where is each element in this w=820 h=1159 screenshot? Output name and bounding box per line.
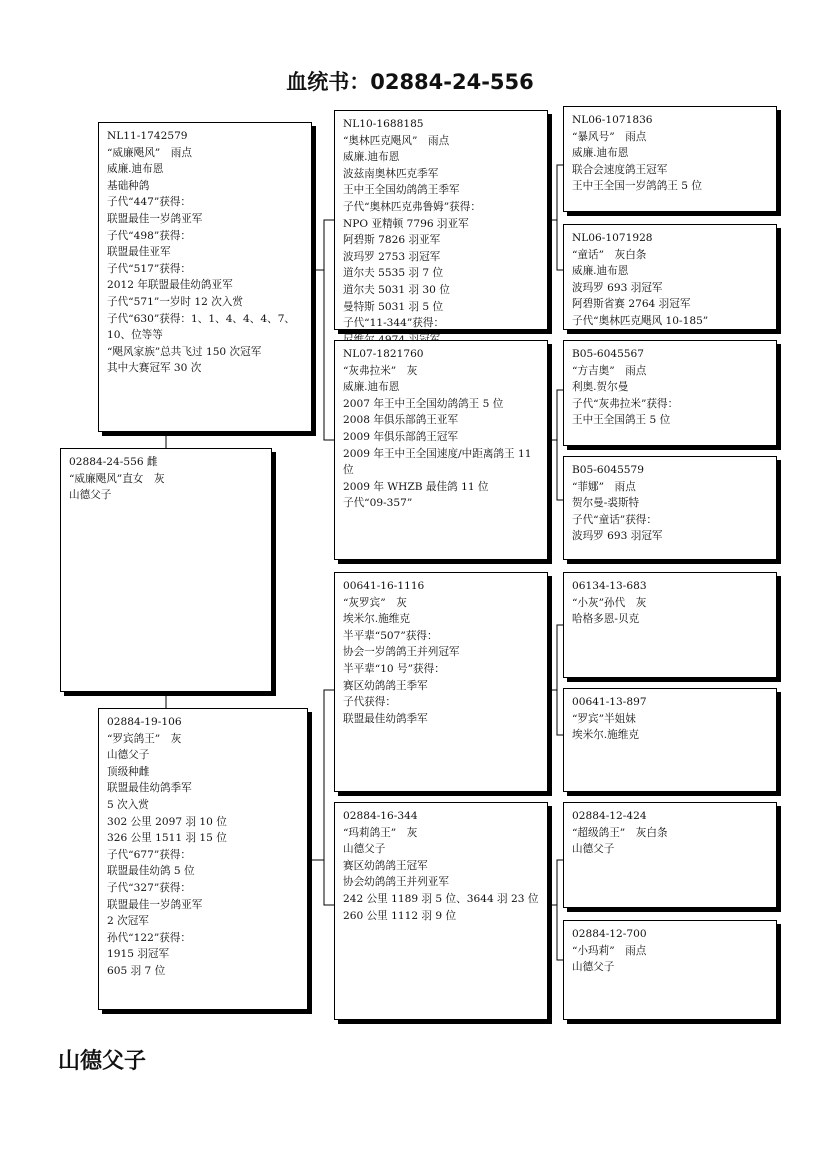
sire-line: 基础种鸽 bbox=[107, 179, 150, 192]
sire-line: 子代“571”一岁时 12 次入赏 bbox=[107, 295, 244, 308]
sire-sire-line: 波兹南奥林匹克季军 bbox=[343, 167, 439, 180]
dam-line: 子代“327”获得： bbox=[107, 881, 192, 894]
sire-line: “威廉飓风” 雨点 bbox=[107, 146, 192, 159]
dam-line: 山德父子 bbox=[107, 749, 150, 762]
sire-line: 子代“630”获得：1、1、4、4、4、7、10、位等等 bbox=[107, 312, 296, 342]
dam-dam-line: 242 公里 1189 羽 5 位、3644 羽 23 位 bbox=[343, 892, 539, 905]
ancestor-line: “罗宾”半姐妹 bbox=[572, 712, 636, 725]
sire-sire-line: 王中王全国幼鸽鸽王季军 bbox=[343, 184, 460, 197]
sire-sire-line: NPO 亚精顿 7796 羽亚军 bbox=[343, 217, 469, 230]
breeder-footer: 山德父子 bbox=[58, 1049, 147, 1074]
ancestor-line: 波玛罗 693 羽冠军 bbox=[572, 281, 663, 294]
ancestor-box-8 bbox=[563, 920, 777, 1020]
sire-line: 子代“447”获得： bbox=[107, 196, 192, 209]
sire-line: 联盟最佳亚军 bbox=[107, 246, 171, 259]
dam-line: 605 羽 7 位 bbox=[107, 964, 166, 977]
sire-sire-line: NL10-1688185 bbox=[343, 118, 424, 130]
dam-line: 联盟最佳幼鸽季军 bbox=[107, 782, 192, 795]
dam-line: 302 公里 2097 羽 10 位 bbox=[107, 815, 227, 828]
sire-sire-line: 曼特斯 5031 羽 5 位 bbox=[343, 300, 444, 313]
subject-line: “威廉飓风”直女 灰 bbox=[69, 472, 165, 485]
subject-line: 02884-24-556 雌 bbox=[69, 456, 158, 468]
ancestor-line: NL06-1071928 bbox=[572, 232, 653, 244]
sire-line: 联盟最佳一岁鸽亚军 bbox=[107, 212, 203, 225]
ancestor-line: 02884-12-700 bbox=[572, 928, 647, 940]
sire-box bbox=[98, 122, 312, 432]
ancestor-line: 山德父子 bbox=[572, 843, 615, 856]
dam-sire-line: “灰罗宾” 灰 bbox=[343, 596, 407, 609]
ancestor-line: 阿碧斯省赛 2764 羽冠军 bbox=[572, 298, 691, 311]
ancestor-line: 子代“童话”获得： bbox=[572, 513, 657, 526]
ancestor-line: 威廉.迪布恩 bbox=[572, 265, 629, 278]
ancestor-line: B05-6045567 bbox=[572, 348, 645, 360]
dam-sire-line: 协会一岁鸽鸽王并列冠军 bbox=[343, 646, 460, 659]
ancestor-line: 王中王全国一岁鸽鸽王 5 位 bbox=[572, 180, 703, 193]
ancestor-line: 埃米尔.施维克 bbox=[572, 729, 639, 742]
ancestor-box-7 bbox=[563, 802, 777, 908]
ancestor-line: 联合会速度鸽王冠军 bbox=[572, 163, 668, 176]
ancestor-line: “小灰”孙代 灰 bbox=[572, 596, 647, 609]
sire-dam-line: 2008 年俱乐部鸽王亚军 bbox=[343, 414, 459, 427]
dam-sire-box bbox=[334, 572, 548, 792]
dam-line: 子代“677”获得： bbox=[107, 848, 192, 861]
ancestor-line: 利奥.贺尔曼 bbox=[572, 381, 629, 394]
page-title: 血统书：02884-24-556 bbox=[286, 70, 534, 94]
ancestor-line: B05-6045579 bbox=[572, 464, 645, 476]
dam-dam-line: 赛区幼鸽鸽王冠军 bbox=[343, 859, 428, 872]
dam-sire-line: 子代获得： bbox=[343, 696, 396, 709]
ancestor-line: “小玛莉” 雨点 bbox=[572, 944, 647, 957]
sire-dam-line: 威廉.迪布恩 bbox=[343, 381, 400, 394]
subject-box bbox=[60, 448, 272, 692]
ancestor-line: 00641-13-897 bbox=[572, 696, 647, 708]
ancestor-line: NL06-1071836 bbox=[572, 114, 653, 126]
sire-dam-line: “灰弗拉米” 灰 bbox=[343, 364, 418, 377]
dam-line: 联盟最佳幼鸽 5 位 bbox=[107, 865, 195, 878]
dam-line: 326 公里 1511 羽 15 位 bbox=[107, 832, 227, 845]
dam-line: 1915 羽冠军 bbox=[107, 948, 170, 961]
dam-sire-line: 联盟最佳幼鸽季军 bbox=[343, 712, 428, 725]
ancestor-line: 子代“奥林匹克飓风 10-185” bbox=[572, 314, 709, 327]
sire-dam-line: 2009 年俱乐部鸽王冠军 bbox=[343, 430, 459, 443]
dam-line: “罗宾鸽王” 灰 bbox=[107, 732, 182, 745]
sire-sire-line: “奥林匹克飓风” 雨点 bbox=[343, 134, 450, 147]
sire-line: 威廉.迪布恩 bbox=[107, 163, 164, 176]
sire-sire-line: 波玛罗 2753 羽冠军 bbox=[343, 250, 441, 263]
sire-dam-line: 2009 年 WHZB 最佳鸽 11 位 bbox=[343, 480, 489, 493]
sire-dam-line: 子代“09-357” bbox=[343, 497, 413, 510]
sire-dam-line: 2009 年王中王全国速度/中距离鸽王 11 位 bbox=[343, 447, 532, 477]
dam-dam-line: 协会幼鸽鸽王并列亚军 bbox=[343, 876, 449, 889]
sire-sire-box bbox=[334, 110, 548, 330]
dam-dam-line: “玛莉鸽王” 灰 bbox=[343, 826, 418, 839]
sire-sire-line: 阿碧斯 7826 羽亚军 bbox=[343, 234, 441, 247]
ancestor-box-5 bbox=[563, 572, 777, 678]
ancestor-line: 波玛罗 693 羽冠军 bbox=[572, 530, 663, 543]
ancestor-line: 贺尔曼-裘斯特 bbox=[572, 497, 640, 510]
ancestor-line: “童话” 灰白条 bbox=[572, 248, 647, 261]
ancestor-box-2 bbox=[563, 224, 777, 330]
dam-sire-line: 埃米尔.施维克 bbox=[343, 613, 410, 626]
sire-dam-box bbox=[334, 340, 548, 560]
dam-dam-line: 山德父子 bbox=[343, 843, 386, 856]
ancestor-line: “方吉奥” 雨点 bbox=[572, 364, 647, 377]
subject-line: 山德父子 bbox=[69, 489, 112, 502]
ancestor-line: “超级鸽王” 灰白条 bbox=[572, 826, 668, 839]
dam-line: 顶级种雌 bbox=[107, 765, 150, 778]
dam-box bbox=[98, 708, 308, 1010]
sire-sire-line: 威廉.迪布恩 bbox=[343, 151, 400, 164]
sire-dam-line: NL07-1821760 bbox=[343, 348, 424, 360]
sire-line: NL11-1742579 bbox=[107, 130, 188, 142]
sire-line: 子代“517”获得： bbox=[107, 262, 192, 275]
dam-sire-line: 赛区幼鸽鸽王季军 bbox=[343, 679, 428, 692]
sire-sire-line: 道尔夫 5535 羽 7 位 bbox=[343, 267, 444, 280]
ancestor-line: 子代“灰弗拉米”获得： bbox=[572, 397, 679, 410]
ancestor-line: “菲娜” 雨点 bbox=[572, 480, 636, 493]
sire-line: 其中大赛冠军 30 次 bbox=[107, 362, 202, 375]
ancestor-box-6 bbox=[563, 688, 777, 792]
dam-sire-line: 半平辈“507”获得： bbox=[343, 629, 438, 642]
dam-line: 联盟最佳一岁鸽亚军 bbox=[107, 898, 203, 911]
sire-sire-line: 子代“奥林匹克弗鲁姆”获得： bbox=[343, 200, 481, 213]
dam-dam-box bbox=[334, 802, 548, 1020]
dam-line: 孙代“122”获得： bbox=[107, 931, 192, 944]
dam-dam-line: 260 公里 1112 羽 9 位 bbox=[343, 909, 457, 922]
sire-dam-line: 2007 年王中王全国幼鸽鸽王 5 位 bbox=[343, 397, 504, 410]
dam-line: 02884-19-106 bbox=[107, 716, 182, 728]
ancestor-line: 山德父子 bbox=[572, 961, 615, 974]
ancestor-box-4 bbox=[563, 456, 777, 560]
ancestor-line: 王中王全国鸽王 5 位 bbox=[572, 414, 671, 427]
ancestor-line: 哈格多恩-贝克 bbox=[572, 613, 640, 626]
sire-line: 2012 年联盟最佳幼鸽亚军 bbox=[107, 279, 233, 292]
ancestor-box-1 bbox=[563, 106, 777, 212]
ancestor-line: 威廉.迪布恩 bbox=[572, 147, 629, 160]
dam-sire-line: 半平辈“10 号”获得： bbox=[343, 662, 445, 675]
dam-sire-line: 00641-16-1116 bbox=[343, 580, 425, 592]
ancestor-box-3 bbox=[563, 340, 777, 446]
sire-line: 子代“498”获得： bbox=[107, 229, 192, 242]
ancestor-line: 02884-12-424 bbox=[572, 810, 647, 822]
ancestor-line: “暴风号” 雨点 bbox=[572, 130, 647, 143]
dam-line: 5 次入赏 bbox=[107, 798, 149, 811]
dam-line: 2 次冠军 bbox=[107, 915, 149, 928]
dam-dam-line: 02884-16-344 bbox=[343, 810, 418, 822]
sire-line: “飓风家族”总共飞过 150 次冠军 bbox=[107, 345, 262, 358]
sire-sire-line: 道尔夫 5031 羽 30 位 bbox=[343, 283, 450, 296]
sire-sire-line: 子代“11-344”获得： bbox=[343, 317, 445, 330]
ancestor-line: 06134-13-683 bbox=[572, 580, 647, 592]
